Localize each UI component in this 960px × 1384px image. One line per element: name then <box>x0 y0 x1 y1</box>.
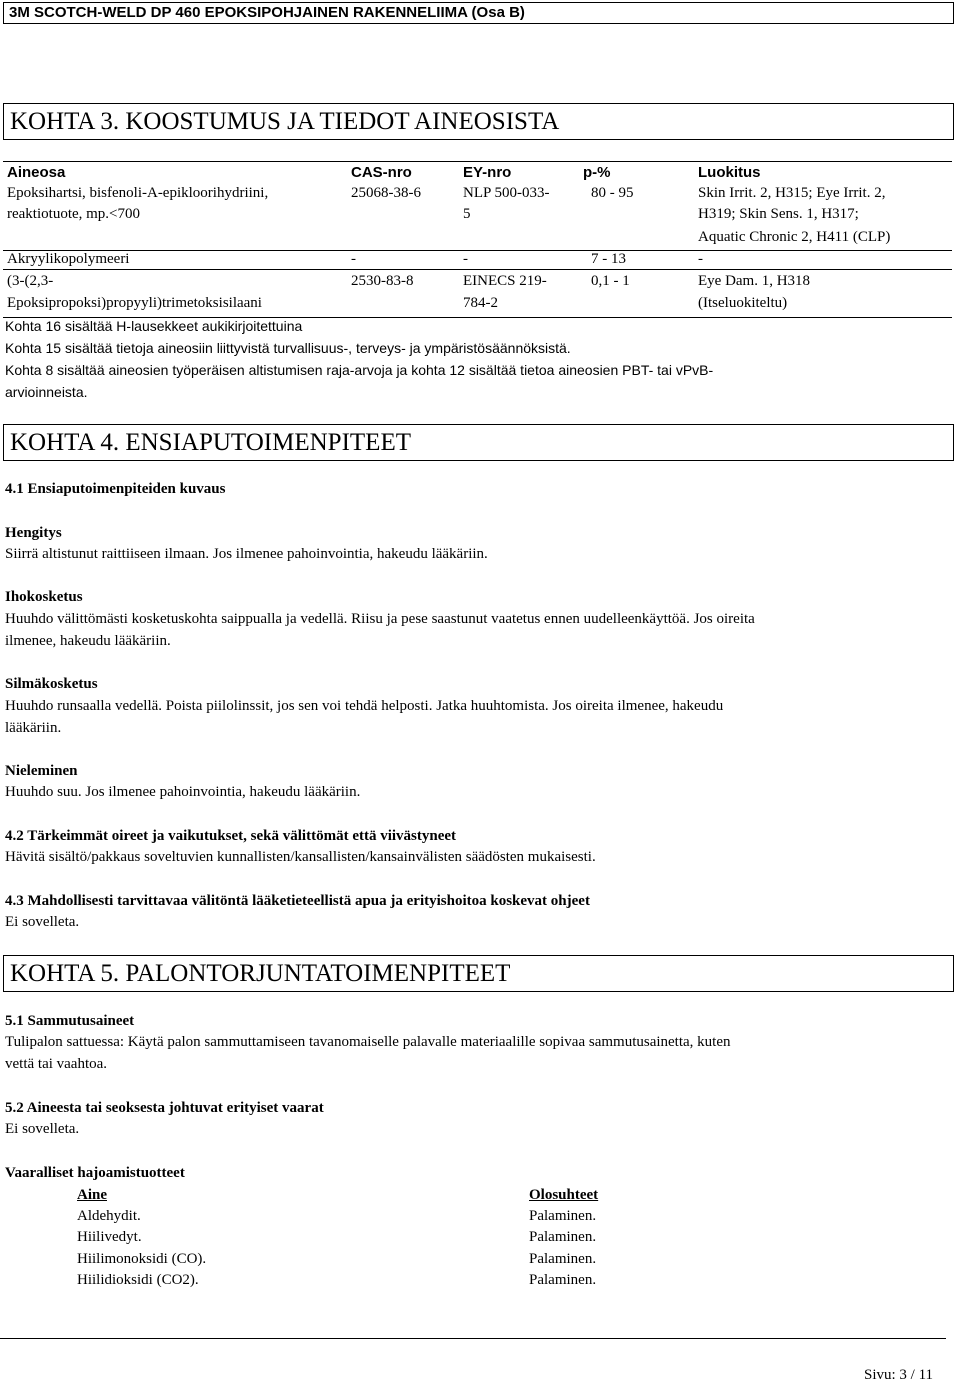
paragraph-line: Ei sovelleta. <box>5 1121 80 1137</box>
col-header-p: p-% <box>583 164 611 181</box>
paragraph-line: vettä tai vaahtoa. <box>5 1056 108 1072</box>
section-4-title: KOHTA 4. ENSIAPUTOIMENPITEET <box>10 429 411 456</box>
subsection-heading: Hengitys <box>5 525 62 541</box>
table-cell: 784-2 <box>463 295 498 311</box>
table-cell: Epoksipropoksi)propyyli)trimetoksisilaani <box>7 295 262 311</box>
table-cell: Palaminen. <box>529 1208 597 1224</box>
table-cell: (3-(2,3- <box>7 273 54 289</box>
table-cell: Hiilivedyt. <box>77 1229 142 1245</box>
paragraph-line: Huuhdo runsaalla vedellä. Poista piilolinssit, jos sen voi tehdä helposti. Jatka huuhtomista. Jos oireita ilmenee, hakeudu <box>5 698 724 714</box>
paragraph-line: Hävitä sisältö/pakkaus soveltuvien kunnallisten/kansallisten/kansainvälisten säädösten mukaisesti. <box>5 849 596 865</box>
subsection-heading: Nieleminen <box>5 763 78 779</box>
section-5-title: KOHTA 5. PALONTORJUNTATOIMENPITEET <box>10 960 511 987</box>
col-header-aineosa: Aineosa <box>7 164 66 181</box>
table-cell: Akryylikopolymeeri <box>7 251 130 267</box>
subsection-heading: Silmäkosketus <box>5 676 98 692</box>
page-number: Sivu: 3 / 11 <box>864 1367 934 1383</box>
col-header-ey: EY-nro <box>463 164 512 181</box>
table-cell: EINECS 219- <box>463 273 547 289</box>
col-header-cas: CAS-nro <box>351 164 412 181</box>
table-cell: H319; Skin Sens. 1, H317; <box>698 206 859 222</box>
table-cell: 5 <box>463 206 471 222</box>
subsection-heading: 4.1 Ensiaputoimenpiteiden kuvaus <box>5 481 226 497</box>
subsection-heading: 4.3 Mahdollisesti tarvittavaa välitöntä lääketieteellistä apua ja erityishoitoa koskevat ohjeet <box>5 893 590 909</box>
table-cell: reaktiotuote, mp.<700 <box>7 206 141 222</box>
footer-rule <box>0 1338 946 1339</box>
table-cell: 80 - 95 <box>591 185 634 201</box>
document-header <box>3 2 954 24</box>
table-cell: Aquatic Chronic 2, H411 (CLP) <box>698 229 891 245</box>
table-cell: - <box>463 251 468 267</box>
table-cell: Hiilidioksidi (CO2). <box>77 1272 199 1288</box>
note-line: arvioinneista. <box>5 384 88 400</box>
note-line: Kohta 15 sisältää tietoja aineosiin liittyvistä turvallisuus-, terveys- ja ympäristösäännöksistä. <box>5 340 571 356</box>
document-title: 3M SCOTCH-WELD DP 460 EPOKSIPOHJAINEN RAKENNELIIMA (Osa B) <box>9 4 525 21</box>
col-header-luokitus: Luokitus <box>698 164 761 181</box>
table-cell: Palaminen. <box>529 1229 597 1245</box>
table-cell: 0,1 - 1 <box>591 273 630 289</box>
paragraph-line: Huuhdo suu. Jos ilmenee pahoinvointia, hakeudu lääkäriin. <box>5 784 361 800</box>
table-cell: NLP 500-033- <box>463 185 550 201</box>
paragraph-line: ilmenee, hakeudu lääkäriin. <box>5 633 171 649</box>
table-cell: 7 - 13 <box>591 251 626 267</box>
subsection-heading: Ihokosketus <box>5 589 83 605</box>
col-header-aine: Aine <box>77 1187 107 1203</box>
table-cell: Epoksihartsi, bisfenoli-A-epikloorihydriini, <box>7 185 269 201</box>
subsection-heading: 5.1 Sammutusaineet <box>5 1013 135 1029</box>
col-header-olosuhteet: Olosuhteet <box>529 1187 599 1203</box>
table-cell: Eye Dam. 1, H318 <box>698 273 811 289</box>
section-3-title: KOHTA 3. KOOSTUMUS JA TIEDOT AINEOSISTA <box>10 108 560 135</box>
section-3-heading <box>3 103 954 140</box>
subsection-heading: 4.2 Tärkeimmät oireet ja vaikutukset, sekä välittömät että viivästyneet <box>5 828 457 844</box>
table-cell: 25068-38-6 <box>351 185 421 201</box>
paragraph-line: Tulipalon sattuessa: Käytä palon sammuttamiseen tavanomaiselle palavalle materiaalille sopivaa sammutusainetta, kuten <box>5 1034 731 1050</box>
section-5-heading <box>3 955 954 992</box>
paragraph-line: Siirrä altistunut raittiiseen ilmaan. Jos ilmenee pahoinvointia, hakeudu lääkäriin. <box>5 546 488 562</box>
table-cell: - <box>698 251 703 267</box>
note-line: Kohta 16 sisältää H-lausekkeet aukikirjoitettuina <box>5 318 303 334</box>
paragraph-line: Huuhdo välittömästi kosketuskohta saippualla ja vedellä. Riisu ja pese saastunut vaatetus ennen uudelleenkäyttöä. Jos oireita <box>5 611 755 627</box>
table-cell: Palaminen. <box>529 1251 597 1267</box>
paragraph-line: lääkäriin. <box>5 720 62 736</box>
paragraph-line: Ei sovelleta. <box>5 914 80 930</box>
table-cell: Aldehydit. <box>77 1208 141 1224</box>
table-cell: Palaminen. <box>529 1272 597 1288</box>
table-cell: Skin Irrit. 2, H315; Eye Irrit. 2, <box>698 185 886 201</box>
table-cell: - <box>351 251 356 267</box>
section-4-heading <box>3 424 954 461</box>
subsection-heading: Vaaralliset hajoamistuotteet <box>5 1165 185 1181</box>
table-cell: Hiilimonoksidi (CO). <box>77 1251 207 1267</box>
table-cell: 2530-83-8 <box>351 273 414 289</box>
subsection-heading: 5.2 Aineesta tai seoksesta johtuvat erityiset vaarat <box>5 1100 324 1116</box>
note-line: Kohta 8 sisältää aineosien työperäisen altistumisen raja-arvoja ja kohta 12 sisältää tietoa aineosien PBT- tai vPvB- <box>5 362 714 378</box>
table-cell: (Itseluokiteltu) <box>698 295 788 311</box>
